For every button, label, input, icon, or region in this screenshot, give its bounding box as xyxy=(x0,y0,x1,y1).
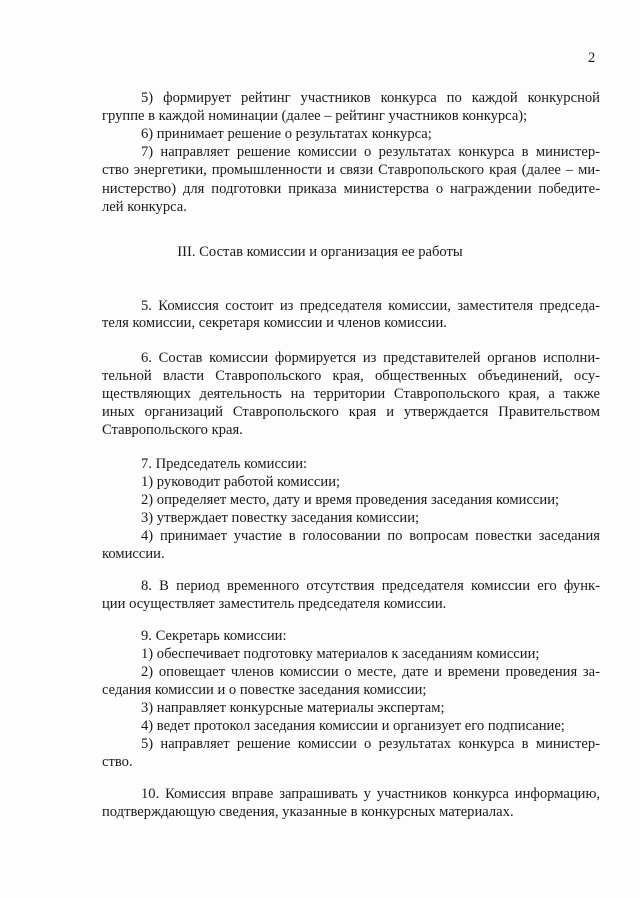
text-line: 1) обеспечивает подготовку материалов к заседаниям комиссии; xyxy=(141,646,540,662)
text-line: 3) направляет конкурсные материалы экспертам; xyxy=(141,700,445,716)
text-line: 6. Состав комиссии формируется из представителей органов исполни- xyxy=(141,350,600,366)
text-line: тельной власти Ставропольского края, общественных объединений, осу- xyxy=(102,368,600,384)
text-line: нистерство) для подготовки приказа министерства о награждении победите- xyxy=(102,181,600,197)
text-line: ществляющих деятельность на территории Ставропольского края, а также xyxy=(102,386,600,402)
text-line: Ставропольского края. xyxy=(102,422,243,438)
text-line: 5. Комиссия состоит из председателя комиссии, заместителя председа- xyxy=(141,298,600,314)
text-line: 4) ведет протокол заседания комиссии и организует его подписание; xyxy=(141,718,565,734)
text-line: теля комиссии, секретаря комиссии и членов комиссии. xyxy=(102,315,447,331)
text-line: 4) принимает участие в голосовании по вопросам повестки заседания xyxy=(141,528,600,544)
text-line: 10. Комиссия вправе запрашивать у участников конкурса информацию, xyxy=(141,786,600,802)
text-line: 7. Председатель комиссии: xyxy=(141,456,308,472)
text-line: 9. Секретарь комиссии: xyxy=(141,628,287,644)
text-line: ство. xyxy=(102,754,133,770)
text-line: иных организаций Ставропольского края и утверждается Правительством xyxy=(102,404,600,420)
text-line: комиссии. xyxy=(102,546,165,562)
text-line: лей конкурса. xyxy=(102,199,187,215)
text-line: 5) формирует рейтинг участников конкурса по каждой конкурсной xyxy=(141,90,600,106)
text-line: 3) утверждает повестку заседания комиссии; xyxy=(141,510,420,526)
page-number: 2 xyxy=(588,50,596,66)
text-line: группе в каждой номинации (далее – рейтинг участников конкурса); xyxy=(102,108,528,124)
text-line: ство энергетики, промышленности и связи Ставропольского края (далее – ми- xyxy=(102,162,600,178)
text-line: 5) направляет решение комиссии о результатах конкурса в министер- xyxy=(141,736,600,752)
text-line: 2) оповещает членов комиссии о месте, дате и времени проведения за- xyxy=(141,664,600,680)
section-heading: III. Состав комиссии и организация ее работы xyxy=(177,244,463,260)
text-line: 1) руководит работой комиссии; xyxy=(141,474,341,490)
text-line: седания комиссии и о повестке заседания комиссии; xyxy=(102,682,427,698)
text-line: 6) принимает решение о результатах конкурса; xyxy=(141,126,432,142)
text-line: 7) направляет решение комиссии о результатах конкурса в министер- xyxy=(141,144,600,160)
text-line: 2) определяет место, дату и время проведения заседания комиссии; xyxy=(141,492,560,508)
text-line: ции осуществляет заместитель председателя комиссии. xyxy=(102,596,447,612)
text-line: 8. В период временного отсутствия председателя комиссии его функ- xyxy=(141,578,600,594)
text-line: подтверждающую сведения, указанные в конкурсных материалах. xyxy=(102,804,514,820)
